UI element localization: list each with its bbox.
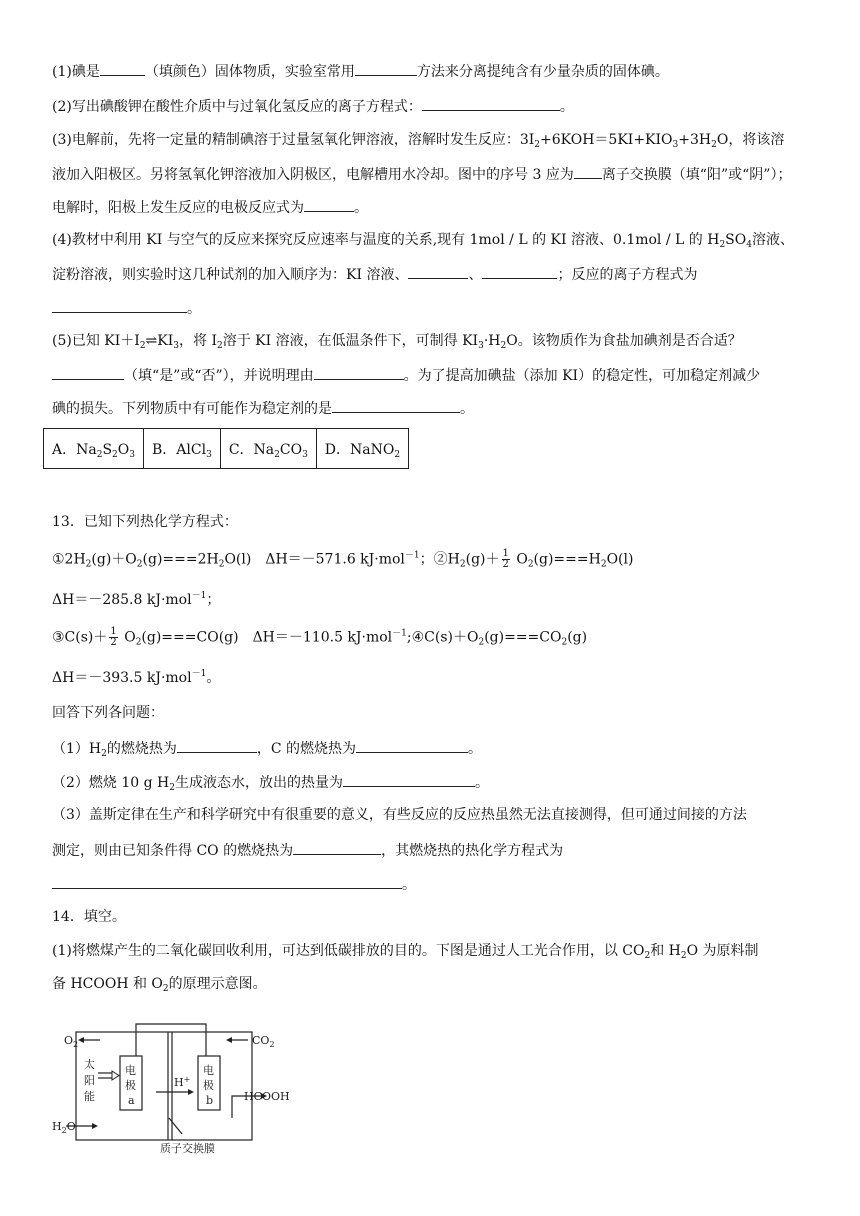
q12-part3-line1: (3)电解前，先将一定量的精制碘溶于过量氢氧化钾溶液，溶解时发生反应：$3I_2+6KOH=5KI+KIO_3+3H_2O$，将该溶 [52, 132, 785, 150]
q13-sub3-line2: 测定，则由已知条件得 CO 的燃烧热为 ，其燃烧热的热化学方程式为 [52, 839, 563, 861]
q12-part3-line3: 电解时，阳极上发生反应的电极反应式为 。 [52, 196, 368, 218]
electrode-b-label: 极 [203, 1079, 214, 1092]
answer-blank[interactable] [422, 95, 560, 111]
q12-part4-line3: 。 [52, 297, 201, 319]
arrowhead [226, 1037, 232, 1043]
sun-label-1: 太 [84, 1058, 95, 1071]
q12-part4-line1: (4)教材中利用 KI 与空气的反应来探究反应速率与温度的关系,现有 1mol / L 的 KI 溶液、0.1mol / L 的 $H_2SO_4$溶液、 [52, 232, 794, 250]
electrode-a-label: a [128, 1094, 135, 1107]
q13-sub2: （2）燃烧 10 g $H_2$生成液态水，放出的热量为 。 [52, 771, 489, 793]
q13-equation-4-dh: ΔH＝－393.5 kJ·mol$^{-1}$。 [52, 669, 221, 686]
options-table [43, 428, 409, 469]
electrode-a-label: 电 [125, 1064, 136, 1077]
answer-blank[interactable] [408, 263, 468, 279]
answer-blank[interactable] [100, 60, 145, 76]
proton-label: H+ [174, 1075, 191, 1089]
electrode-b-label: 电 [203, 1064, 214, 1077]
q12-part5-line3: 碘的损失。下列物质中有可能作为稳定剂的是 。 [52, 397, 474, 419]
answer-blank[interactable] [52, 873, 402, 889]
co2-label: $CO_2$ [252, 1034, 275, 1049]
photosynthesis-cell-diagram [52, 1022, 302, 1156]
fraction-half: $\frac{1}{2}$ [502, 548, 509, 570]
answer-blank[interactable] [177, 737, 257, 753]
q12-part5-line1: (5)已知 $KI+I_2\rightleftharpoons KI_3$，将 $I_2$溶于 KI 溶液，在低温条件下，可制得 $KI_3\cdot H_2O$。该物质作为食盐加碘剂是否合适？ [52, 333, 742, 351]
q13-sub3-line3: 。 [52, 873, 416, 895]
q13-equation-1-2: $①2H_2(g)+O_2(g)===2H_2O(l)$ ΔH＝－571.6 kJ·mol$^{-1}$；$②H_2(g)+$ $\frac{1}{2}$ $O_2(g)===H_2O(l)$ [52, 548, 634, 570]
q12-part2: (2)写出碘酸钾在酸性介质中与过氧化氢反应的离子方程式： 。 [52, 95, 574, 117]
answer-blank[interactable] [356, 737, 468, 753]
q13-ask: 回答下列各问题： [52, 705, 164, 721]
fraction-half: $\frac{1}{2}$ [110, 626, 117, 648]
sun-label-2: 阳 [84, 1074, 95, 1087]
q12-part1: (1)碘是 （填颜色）固体物质，实验室常用 方法来分离提纯含有少量杂质的固体碘。 [52, 60, 669, 82]
external-wire [136, 1024, 206, 1056]
electrode-a-label: 极 [125, 1079, 136, 1092]
q14-part1-line1: (1)将燃煤产生的二氧化碳回收利用，可达到低碳排放的目的。下图是通过人工光合作用，以 $CO_2$和 $H_2O$ 为原料制 [52, 943, 759, 961]
h2o-label: $H_2O$ [52, 1120, 76, 1135]
answer-blank[interactable] [304, 196, 354, 212]
o2-label: $O_2$ [64, 1034, 79, 1049]
answer-blank[interactable] [293, 839, 381, 855]
answer-blank[interactable] [332, 397, 460, 413]
q13-sub3-line1: （3）盖斯定律在生产和科学研究中有很重要的意义，有些反应的反应热虽然无法直接测得，但可通过间接的方法 [52, 807, 747, 823]
arrowhead [92, 1123, 98, 1129]
membrane-label: 质子交换膜 [160, 1142, 215, 1155]
electrode-b-label: b [206, 1094, 214, 1107]
answer-blank[interactable] [343, 771, 475, 787]
membrane-leader [169, 1118, 182, 1134]
q14-intro: 14．填空。 [52, 909, 126, 925]
q13-equation-2-dh: ΔH＝－285.8 kJ·mol$^{-1}$； [52, 591, 221, 608]
hcooh-label: HCOOH [244, 1090, 290, 1103]
q13-sub1: $(1)H_2$的燃烧热为 ，C 的燃烧热为 。 [52, 737, 482, 759]
cell-outline [76, 1032, 252, 1140]
q12-part5-line2: （填“是”或“否”），并说明理由 。为了提高加碘盐（添加 KI）的稳定性，可加稳定剂减少 [52, 364, 760, 386]
arrowhead [188, 1089, 194, 1095]
option-a[interactable]: A．$Na_2S_2O_3$ [44, 429, 144, 469]
q12-part4-line2: 淀粉溶液，则实验时这几种试剂的加入顺序为：KI 溶液、 、 ；反应的离子方程式为 [52, 263, 697, 285]
arrowhead [112, 1071, 119, 1080]
q13-intro: 13．已知下列热化学方程式： [52, 514, 238, 530]
option-b[interactable]: B．AlCl$_3$ [144, 429, 221, 469]
arrowhead [78, 1037, 84, 1043]
answer-blank[interactable] [52, 297, 187, 313]
option-c[interactable]: C．$Na_2CO_3$ [220, 429, 316, 469]
sun-label-3: 能 [84, 1090, 95, 1103]
answer-blank[interactable] [574, 163, 602, 179]
answer-blank[interactable] [482, 263, 557, 279]
q14-part1-line2: 备 HCOOH 和 $O_2$的原理示意图。 [52, 976, 267, 994]
answer-blank[interactable] [314, 364, 404, 380]
q12-part3-line2: 液加入阳极区。另将氢氧化钾溶液加入阴极区，电解槽用水冷却。图中的序号 3 应为 离子交换膜（填“阳”或“阴”）； [52, 163, 791, 185]
answer-blank[interactable] [355, 60, 417, 76]
answer-blank[interactable] [52, 364, 124, 380]
q13-equation-3-4: ③C(s)＋ $\frac{1}{2}$ $O_2(g)===CO(g)$ ΔH＝－110.5 $kJ\cdot mol^{-1};④C(s)+O_2(g)===CO_2(g)$ [52, 626, 588, 648]
option-d[interactable]: D．NaNO$_2$ [316, 429, 408, 469]
